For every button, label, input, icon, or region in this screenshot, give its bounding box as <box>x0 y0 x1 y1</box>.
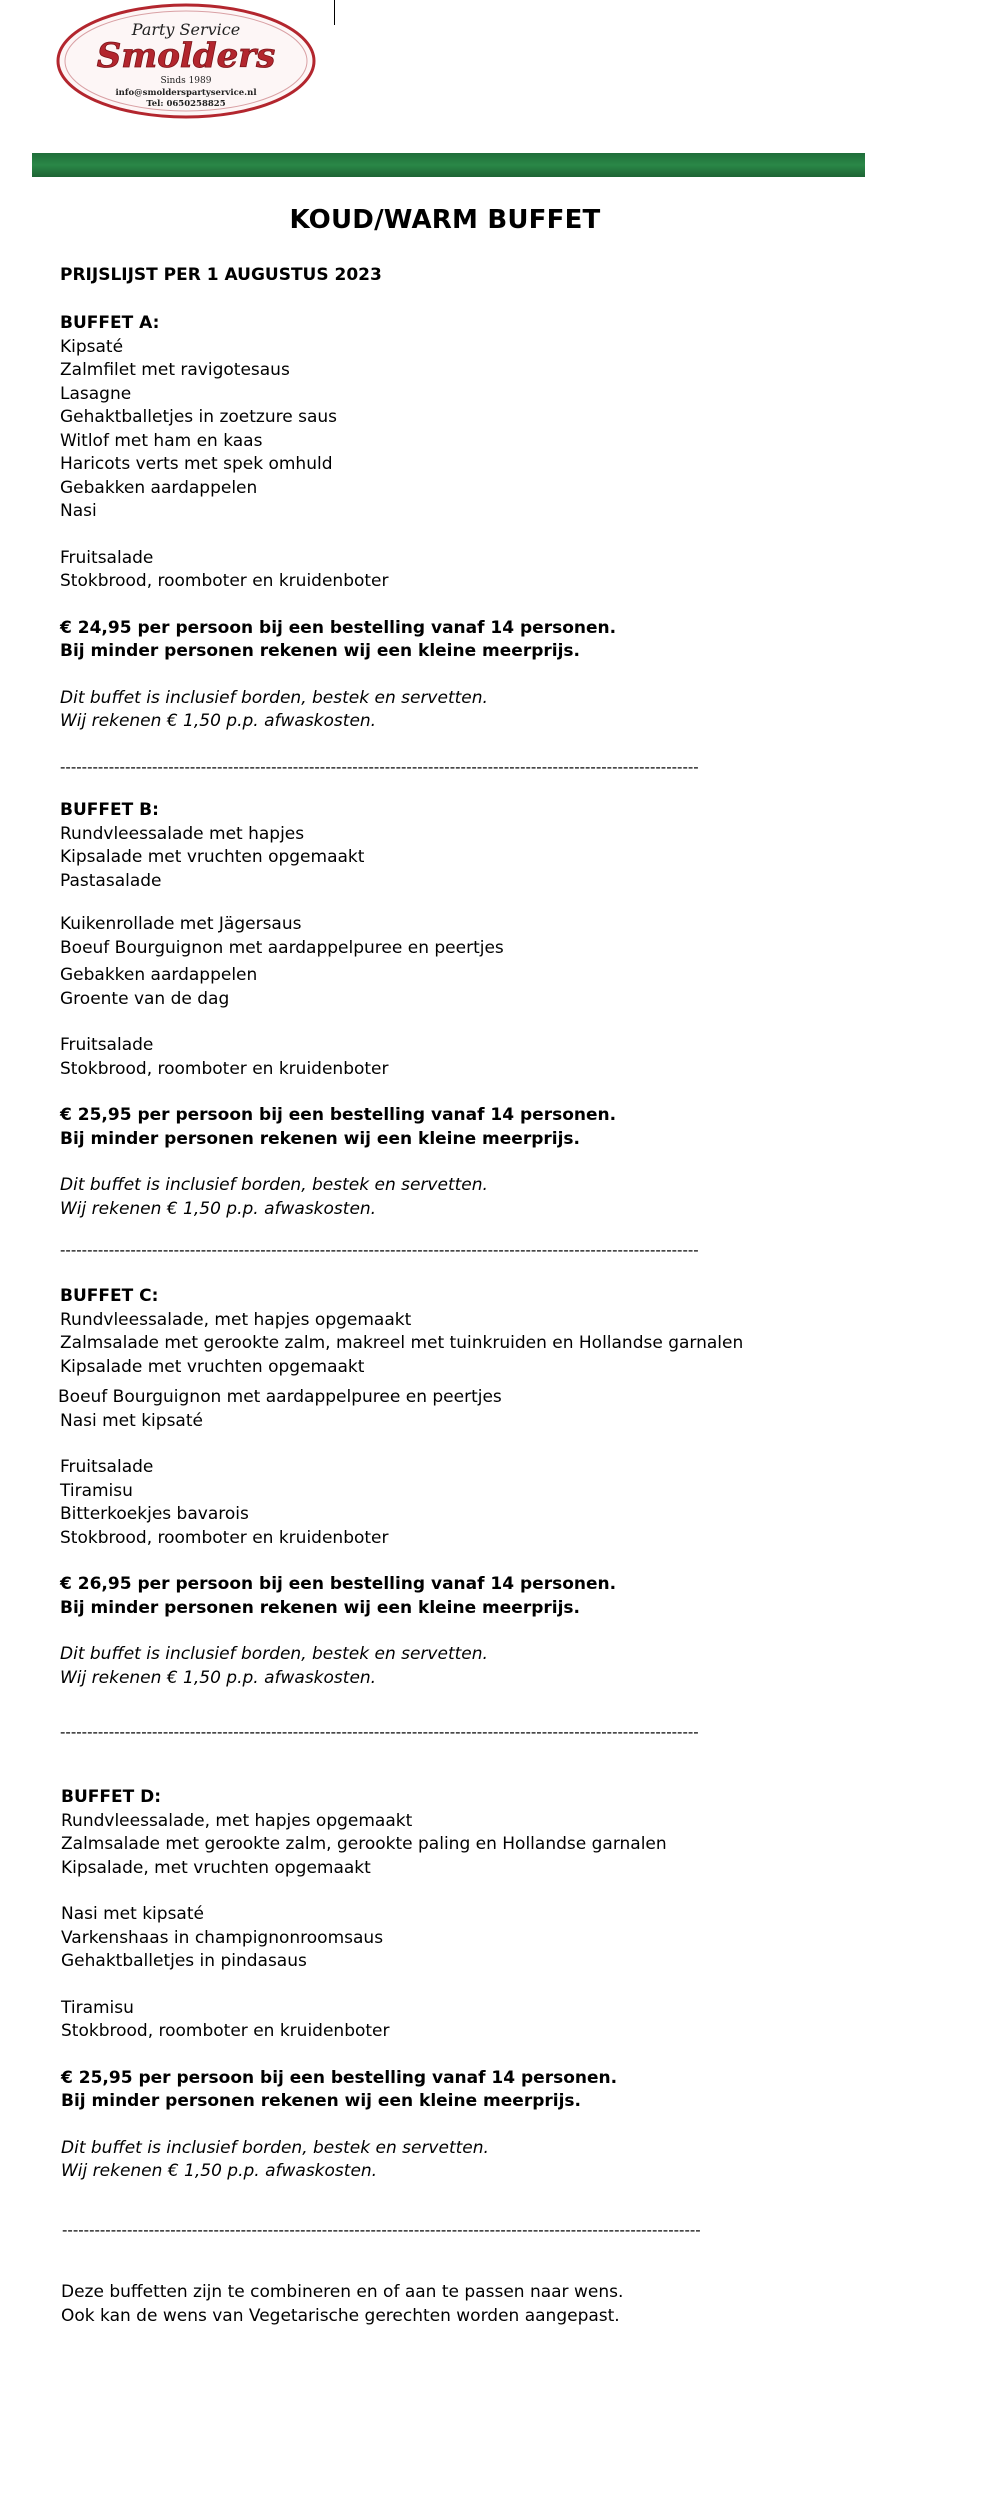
menu-item: Haricots verts met spek omhuld <box>60 454 333 474</box>
section-divider: ---------------------------------------------------------------------------------------------------------------------- <box>62 2221 701 2239</box>
menu-item: Rundvleessalade, met hapjes opgemaakt <box>61 1810 413 1831</box>
logo-name: Smolders <box>96 36 276 76</box>
menu-item: Kipsalade met vruchten opgemaakt <box>60 1356 365 1377</box>
surcharge-line: Bij minder personen rekenen wij een kleine meerprijs. <box>60 1597 580 1618</box>
price-line: € 25,95 per persoon bij een bestelling vanaf 14 personen. <box>61 2067 618 2088</box>
washing-costs-note: Wij rekenen € 1,50 p.p. afwaskosten. <box>60 711 377 731</box>
footer-line: Ook kan de wens van Vegetarische gerechten worden aangepast. <box>61 2305 620 2326</box>
menu-item: Boeuf Bourguignon met aardappelpuree en peertjes <box>58 1387 502 1407</box>
section-divider: ---------------------------------------------------------------------------------------------------------------------- <box>60 1723 699 1741</box>
menu-item: Zalmfilet met ravigotesaus <box>60 360 290 380</box>
company-logo <box>55 2 317 120</box>
logo-tagline: Party Service <box>131 20 241 39</box>
header-green-bar <box>32 153 865 177</box>
pricelist-date: PRIJSLIJST PER 1 AUGUSTUS 2023 <box>60 265 382 285</box>
washing-costs-note: Wij rekenen € 1,50 p.p. afwaskosten. <box>60 1667 377 1688</box>
menu-item: Witlof met ham en kaas <box>60 430 263 451</box>
inclusive-note: Dit buffet is inclusief borden, bestek en servetten. <box>60 1175 488 1195</box>
menu-item: Groente van de dag <box>60 988 230 1009</box>
surcharge-line: Bij minder personen rekenen wij een kleine meerprijs. <box>60 1128 580 1149</box>
buffet-heading: BUFFET A: <box>60 313 160 333</box>
menu-item: Kipsalade, met vruchten opgemaakt <box>61 1857 371 1878</box>
menu-item: Pastasalade <box>60 870 162 891</box>
surcharge-line: Bij minder personen rekenen wij een kleine meerprijs. <box>61 2091 581 2111</box>
menu-item: Zalmsalade met gerookte zalm, gerookte paling en Hollandse garnalen <box>61 1834 667 1854</box>
menu-item: Nasi <box>60 501 97 521</box>
buffet-heading: BUFFET C: <box>60 1286 159 1306</box>
menu-item: Fruitsalade <box>60 547 154 568</box>
washing-costs-note: Wij rekenen € 1,50 p.p. afwaskosten. <box>61 2161 378 2181</box>
price-line: € 25,95 per persoon bij een bestelling vanaf 14 personen. <box>60 1105 617 1125</box>
menu-item: Stokbrood, roomboter en kruidenboter <box>60 571 389 591</box>
menu-item: Fruitsalade <box>60 1035 154 1055</box>
buffet-b <box>60 799 616 1221</box>
menu-item: Kuikenrollade met Jägersaus <box>60 914 302 934</box>
footer-line: Deze buffetten zijn te combineren en of aan te passen naar wens. <box>61 2282 624 2302</box>
menu-item: Zalmsalade met gerookte zalm, makreel met tuinkruiden en Hollandse garnalen <box>60 1333 744 1353</box>
washing-costs-note: Wij rekenen € 1,50 p.p. afwaskosten. <box>60 1198 377 1219</box>
menu-item: Tiramisu <box>60 1480 133 1501</box>
menu-item: Tiramisu <box>61 1997 134 2018</box>
menu-item: Varkenshaas in champignonroomsaus <box>61 1927 384 1948</box>
menu-item: Gehaktballetjes in zoetzure saus <box>60 407 337 427</box>
footer-note <box>61 2281 623 2328</box>
menu-item: Stokbrood, roomboter en kruidenboter <box>60 1058 389 1079</box>
logo-email: info@smolderspartyservice.nl <box>115 88 257 98</box>
inclusive-note: Dit buffet is inclusief borden, bestek en servetten. <box>61 2137 489 2158</box>
menu-item: Gehaktballetjes in pindasaus <box>61 1951 307 1971</box>
section-divider: ---------------------------------------------------------------------------------------------------------------------- <box>60 1241 699 1259</box>
logo-since: Sinds 1989 <box>160 76 212 86</box>
buffet-heading: BUFFET D: <box>61 1787 162 1807</box>
price-line: € 24,95 per persoon bij een bestelling vanaf 14 personen. <box>60 617 617 638</box>
buffet-a <box>60 312 616 734</box>
menu-item: Boeuf Bourguignon met aardappelpuree en peertjes <box>60 937 504 958</box>
text-cursor-mark <box>334 0 335 25</box>
logo-phone: Tel: 0650258825 <box>146 99 226 109</box>
menu-item: Nasi met kipsaté <box>61 1904 204 1924</box>
buffet-c <box>60 1285 743 1690</box>
menu-item: Kipsaté <box>60 336 124 357</box>
menu-item: Gebakken aardappelen <box>60 477 258 498</box>
menu-item: Rundvleessalade, met hapjes opgemaakt <box>60 1309 412 1330</box>
menu-item: Rundvleessalade met hapjes <box>60 823 305 844</box>
menu-item: Lasagne <box>60 383 132 404</box>
surcharge-line: Bij minder personen rekenen wij een kleine meerprijs. <box>60 641 580 661</box>
menu-item: Stokbrood, roomboter en kruidenboter <box>60 1527 389 1548</box>
menu-item: Nasi met kipsaté <box>60 1410 203 1431</box>
price-line: € 26,95 per persoon bij een bestelling vanaf 14 personen. <box>60 1574 617 1594</box>
buffet-heading: BUFFET B: <box>60 800 159 820</box>
buffet-d <box>61 1786 667 2184</box>
section-divider: ---------------------------------------------------------------------------------------------------------------------- <box>60 758 699 776</box>
inclusive-note: Dit buffet is inclusief borden, bestek en servetten. <box>60 1644 488 1664</box>
menu-item: Stokbrood, roomboter en kruidenboter <box>61 2021 390 2041</box>
menu-item: Kipsalade met vruchten opgemaakt <box>60 847 365 867</box>
menu-item: Bitterkoekjes bavarois <box>60 1504 249 1524</box>
menu-item: Gebakken aardappelen <box>60 965 258 985</box>
page-title: KOUD/WARM BUFFET <box>289 205 601 235</box>
menu-item: Fruitsalade <box>60 1457 154 1477</box>
inclusive-note: Dit buffet is inclusief borden, bestek en servetten. <box>60 687 488 708</box>
